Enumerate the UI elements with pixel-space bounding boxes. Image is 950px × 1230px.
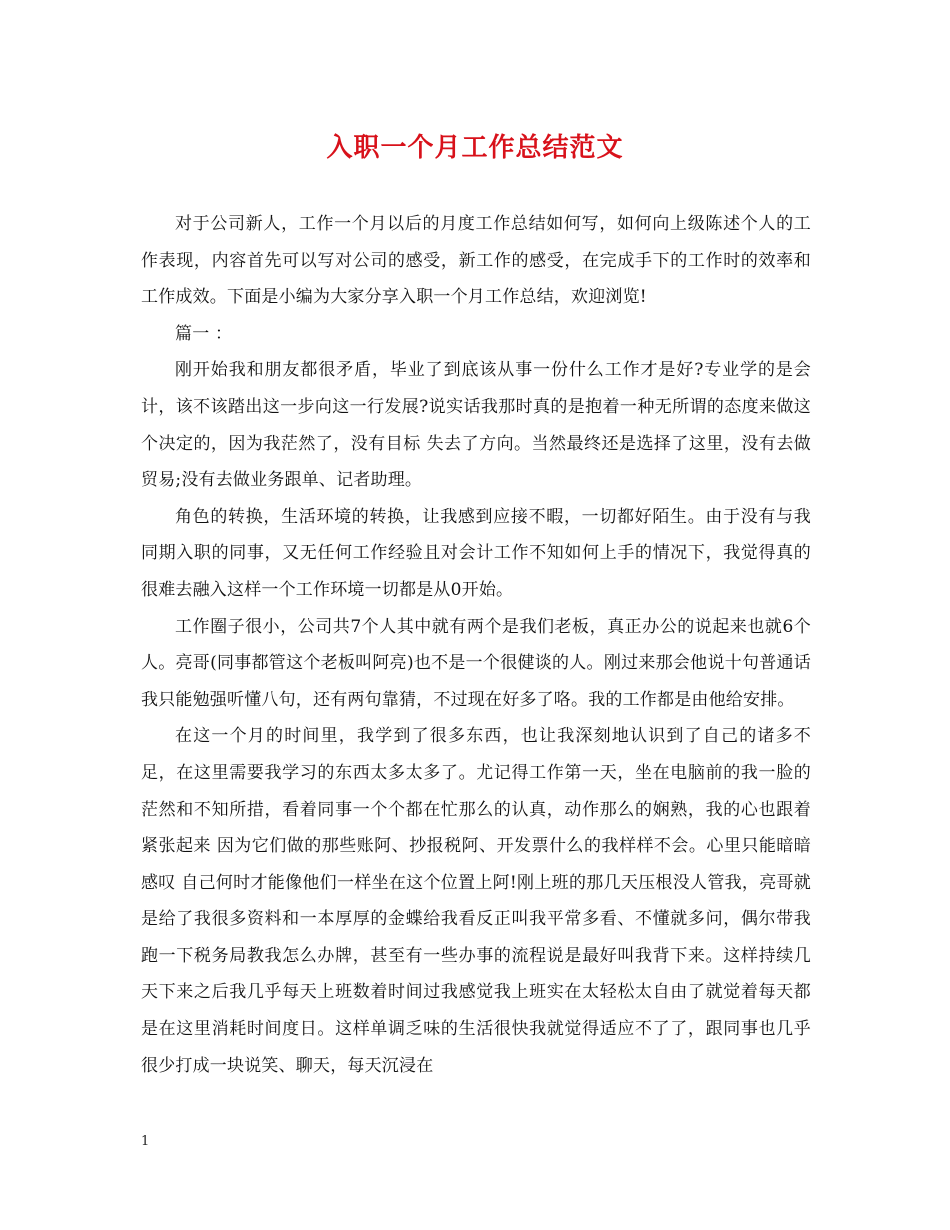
body-paragraph: 工作圈子很小，公司共7个人其中就有两个是我们老板，真正办公的说起来也就6个人。亮哥(同事都管这个老板叫阿亮)也不是一个很健谈的人。刚过来那会他说十句普通话我只能勉强听懂八句，还有两句靠猜，不过现在好多了咯。我的工作都是由他给安排。 bbox=[141, 616, 811, 710]
document-title: 入职一个月工作总结范文 bbox=[326, 133, 624, 163]
body-paragraph: 角色的转换，生活环境的转换，让我感到应接不暇，一切都好陌生。由于没有与我同期入职的同事，又无任何工作经验且对会计工作不知如何上手的情况下，我觉得真的很难去融入这样一个工作环境一切都是从0开始。 bbox=[141, 506, 811, 600]
section-heading: 篇一 ： bbox=[175, 323, 233, 344]
intro-paragraph: 对于公司新人，工作一个月以后的月度工作总结如何写，如何向上级陈述个人的工作表现，内容首先可以写对公司的感受，新工作的感受，在完成手下的工作时的效率和工作成效。下面是小编为大家分享入职一个月工作总结，欢迎浏览! bbox=[141, 214, 811, 308]
page-number: 1 bbox=[141, 1134, 150, 1149]
document-body bbox=[141, 206, 811, 1084]
body-paragraph: 刚开始我和朋友都很矛盾，毕业了到底该从事一份什么工作才是好?专业学的是会计，该不该踏出这一步向这一行发展?说实话我那时真的是抱着一种无所谓的态度来做这个决定的，因为我茫然了，没有目标 失去了方向。当然最终还是选择了这里，没有去做贸易;没有去做业务跟单、记者助理。 bbox=[141, 360, 811, 491]
body-paragraph: 在这一个月的时间里，我学到了很多东西，也让我深刻地认识到了自己的诸多不足，在这里需要我学习的东西太多太多了。尤记得工作第一天，坐在电脑前的我一脸的茫然和不知所措，看着同事一个个都在忙那么的认真，动作那么的娴熟，我的心也跟着紧张起来 因为它们做的那些账阿、抄报税阿、开发票什么的我样样不会。心里只能暗暗感叹 自己何时才能像他们一样坐在这个位置上阿!刚上班的那几天压根没人管我，亮哥就是给了我很多资料和一本厚厚的金蝶给我看反正叫我平常多看、不懂就多问，偶尔带我跑一下税务局教我怎么办牌，甚至有一些办事的流程说是最好叫我背下来。这样持续几天下来之后我几乎每天上班数着时间过我感觉我上班实在太轻松太自由了就觉着每天都是在这里消耗时间度日。这样单调乏味的生活很快我就觉得适应不了了，跟同事也几乎很少打成一块说笑、聊天，每天沉浸在 bbox=[141, 726, 811, 1076]
